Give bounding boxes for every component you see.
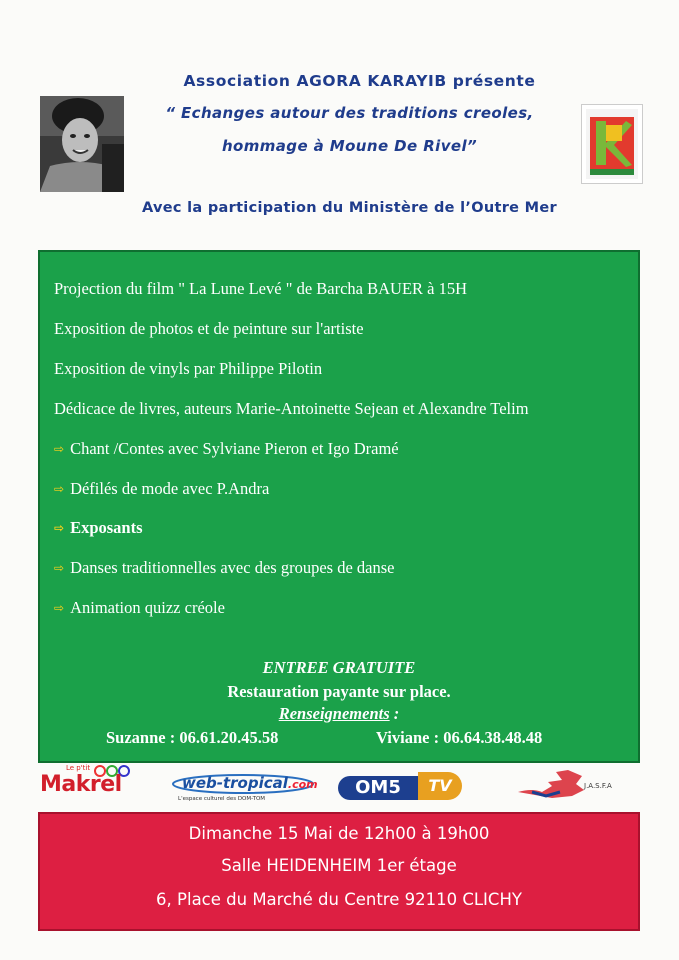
program-item: Projection du film " La Lune Levé " de Barcha BAUER à 15H [54, 279, 468, 298]
program-item: ⇨ Chant /Contes avec Sylviane Pieron et Igo Dramé [54, 439, 399, 458]
program-box [38, 250, 640, 763]
arrow-icon: ⇨ [54, 482, 65, 496]
jasfa-logo: J.A.S.F.A [512, 762, 638, 808]
renseignements-label: Renseignements [278, 704, 390, 723]
event-venue: Salle HEIDENHEIM 1er étage [221, 856, 457, 875]
program-item: Exposition de photos et de peinture sur l'artiste [54, 319, 364, 338]
contact-viviane: Viviane : 06.64.38.48.48 [376, 728, 543, 747]
program-item: ⇨ Exposants [54, 518, 143, 537]
event-address: 6, Place du Marché du Centre 92110 CLICHY [156, 890, 522, 909]
artist-photo [40, 96, 124, 192]
header-participation: Avec la participation du Ministère de l’Outre Mer [142, 200, 557, 216]
restauration-label: Restauration payante sur place. [227, 682, 451, 701]
free-entry-label: ENTREE GRATUITE [262, 658, 416, 677]
program-item: Dédicace de livres, auteurs Marie-Antoinette Sejean et Alexandre Telim [54, 399, 529, 418]
arrow-icon: ⇨ [54, 521, 65, 535]
contact-suzanne: Suzanne : 06.61.20.45.58 [106, 728, 279, 747]
event-info-box [38, 812, 640, 931]
arrow-icon: ⇨ [54, 561, 65, 575]
arrow-icon: ⇨ [54, 601, 65, 615]
header-title: Association AGORA KARAYIB présente [183, 72, 536, 90]
event-date: Dimanche 15 Mai de 12h00 à 19h00 [188, 824, 490, 843]
program-item: ⇨ Défilés de mode avec P.Andra [54, 479, 270, 498]
agora-karayib-logo [581, 104, 643, 184]
renseignements-row: Renseignements : [278, 704, 400, 723]
program-item: ⇨ Danses traditionnelles avec des groupes de danse [54, 558, 395, 577]
arrow-icon: ⇨ [54, 442, 65, 456]
program-item: ⇨ Animation quizz créole [54, 598, 225, 617]
web-tropical-logo: web-tropical.com L'espace culturel des DOM-TOM [168, 772, 318, 808]
header-subtitle-line2: hommage à Moune De Rivel” [221, 137, 478, 155]
header-subtitle-line1: “ Echanges autour des traditions creoles, [165, 104, 534, 122]
program-item: Exposition de vinyls par Philippe Pilotin [54, 359, 323, 378]
makrel-logo: Le p'tit Makrel [40, 764, 150, 798]
om5-tv-logo: OM5 TV [338, 772, 468, 802]
